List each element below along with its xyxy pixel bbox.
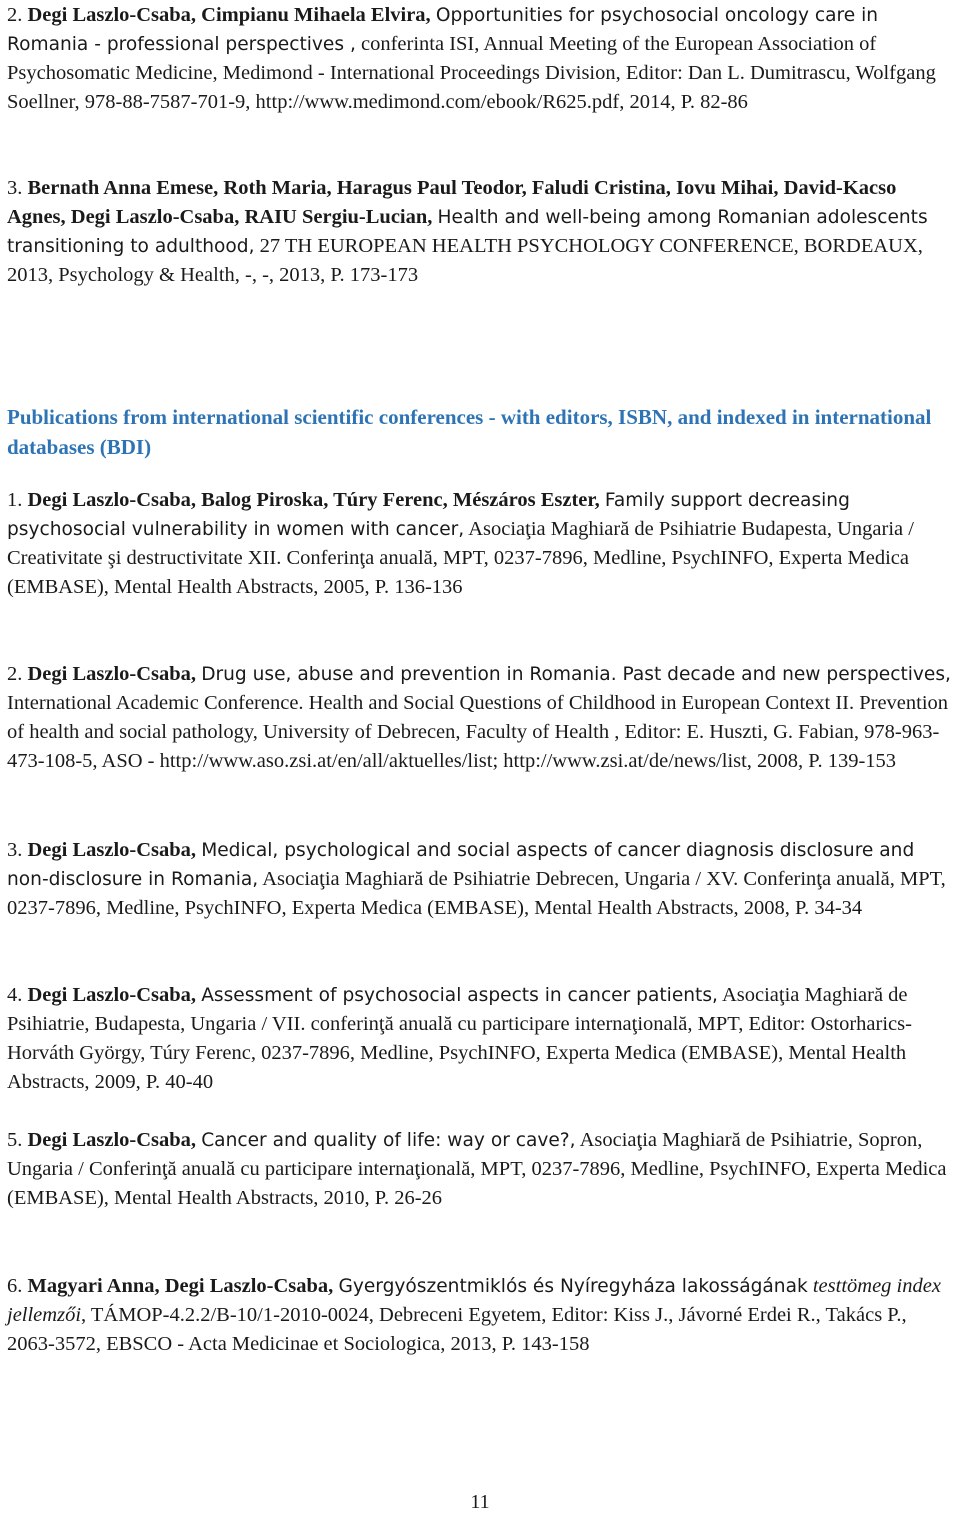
section-heading: Publications from international scientific conferences - with editors, ISBN, and indexed in international databases (BDI) (7, 405, 932, 459)
entry-authors: Degi Laszlo-Csaba, Cimpianu Mihaela Elvira, (27, 4, 431, 26)
entry-authors: Degi Laszlo-Csaba, Balog Piroska, Túry Ferenc, Mészáros Eszter, (27, 489, 600, 511)
entry-title: Cancer and quality of life: way or cave?, (201, 1130, 576, 1151)
entry-authors: Degi Laszlo-Csaba, (27, 839, 197, 861)
entry-authors: Degi Laszlo-Csaba, (27, 984, 197, 1006)
entry-title: Assessment of psychosocial aspects in cancer patients, (201, 985, 718, 1006)
entry-title: Opportunities for psychosocial oncology care in Romania - professional perspectives , (7, 5, 879, 55)
entry-title: Drug use, abuse and prevention in Romania. Past decade and new perspectives, (201, 664, 951, 685)
reference-entry-3 (7, 174, 953, 290)
entry-details: Asociaţia Maghiară de Psihiatrie Debrecen, Ungaria / XV. Conferinţa anuală, MPT, 0237-7896, Medline, PsychINFO, Experta Medica (EMBASE), Mental Health Abstracts, 2008, P. 34-34 (7, 868, 946, 919)
entry-details: 27 TH EUROPEAN HEALTH PSYCHOLOGY CONFERENCE, BORDEAUX, 2013, Psychology & Health, -, -, 2013, P. 173-173 (7, 235, 923, 286)
entry-title: Health and well-being among Romanian adolescents transitioning to adulthood, (7, 207, 928, 257)
entry-details: , TÁMOP-4.2.2/B-10/1-2010-0024, Debreceni Egyetem, Editor: Kiss J., Jávorné Erdei R., Takács P., 2063-3572, EBSCO - Acta Medicinae et Sociologica, 2013, P. 143-158 (7, 1304, 907, 1355)
entry-details: International Academic Conference. Health and Social Questions of Childhood in European Context II. Prevention of health and social pathology, University of Debrecen, Faculty of Health , Editor: E. Huszti, G. Fabian, 978-963-473-108-5, ASO - http://www.aso.zsi.at/en/all/aktuelles/list; http://www.zsi.at/de/news/list, 2008, P. 139-153 (7, 692, 949, 772)
entry-number: 3. (7, 177, 23, 199)
entry-authors: Degi Laszlo-Csaba, (27, 663, 197, 685)
section-entry-4 (7, 981, 953, 1097)
entry-title-italic: testtömeg index jellemzői (7, 1275, 941, 1326)
section-entry-2 (7, 660, 953, 776)
section-entry-3 (7, 836, 953, 923)
entry-number: 5. (7, 1129, 23, 1151)
entry-details: conferinta ISI, Annual Meeting of the European Association of Psychosomatic Medicine, Medimond - International Proceedings Division, Editor: Dan L. Dumitrascu, Wolfgang Soellner, 978-88-7587-701-9, http://www.medimond.com/ebook/R625.pdf, 2014, P. 82-86 (7, 33, 936, 113)
section-entry-5 (7, 1126, 953, 1213)
entry-number: 6. (7, 1275, 23, 1297)
entry-number: 2. (7, 4, 23, 26)
entry-number: 2. (7, 663, 23, 685)
entry-authors: Degi Laszlo-Csaba, (27, 1129, 197, 1151)
entry-details: Asociaţia Maghiară de Psihiatrie Budapesta, Ungaria / Creativitate şi destructivitate XII. Conferinţa anuală, MPT, 0237-7896, Medline, PsychINFO, Experta Medica (EMBASE), Mental Health Abstracts, 2005, P. 136-136 (7, 518, 914, 598)
page-number: 11 (470, 1491, 490, 1513)
reference-entry-2 (7, 1, 953, 117)
entry-number: 4. (7, 984, 23, 1006)
section-entry-1 (7, 486, 953, 602)
entry-title: Medical, psychological and social aspects of cancer diagnosis disclosure and non-disclosure in Romania, (7, 840, 915, 890)
entry-authors: Magyari Anna, Degi Laszlo-Csaba, (27, 1275, 334, 1297)
entry-details: Asociaţia Maghiară de Psihiatrie, Budapesta, Ungaria / VII. conferinţă anuală cu participare internaţională, MPT, Editor: Ostorharics-Horváth György, Túry Ferenc, 0237-7896, Medline, PsychINFO, Experta Medica (EMBASE), Mental Health Abstracts, 2009, P. 40-40 (7, 984, 912, 1093)
entry-title: Family support decreasing psychosocial vulnerability in women with cancer, (7, 490, 850, 540)
entry-details: Asociaţia Maghiară de Psihiatrie, Sopron, Ungaria / Conferinţă anuală cu participare internaţională, MPT, 0237-7896, Medline, PsychINFO, Experta Medica (EMBASE), Mental Health Abstracts, 2010, P. 26-26 (7, 1129, 947, 1209)
entry-authors: Bernath Anna Emese, Roth Maria, Haragus Paul Teodor, Faludi Cristina, Iovu Mihai, David-Kacso Agnes, Degi Laszlo-Csaba, RAIU Sergiu-Lucian, (7, 177, 897, 228)
entry-number: 1. (7, 489, 23, 511)
section-entry-6 (7, 1272, 953, 1359)
entry-number: 3. (7, 839, 23, 861)
entry-title: Gyergyószentmiklós és Nyíregyháza lakosságának (338, 1276, 808, 1297)
